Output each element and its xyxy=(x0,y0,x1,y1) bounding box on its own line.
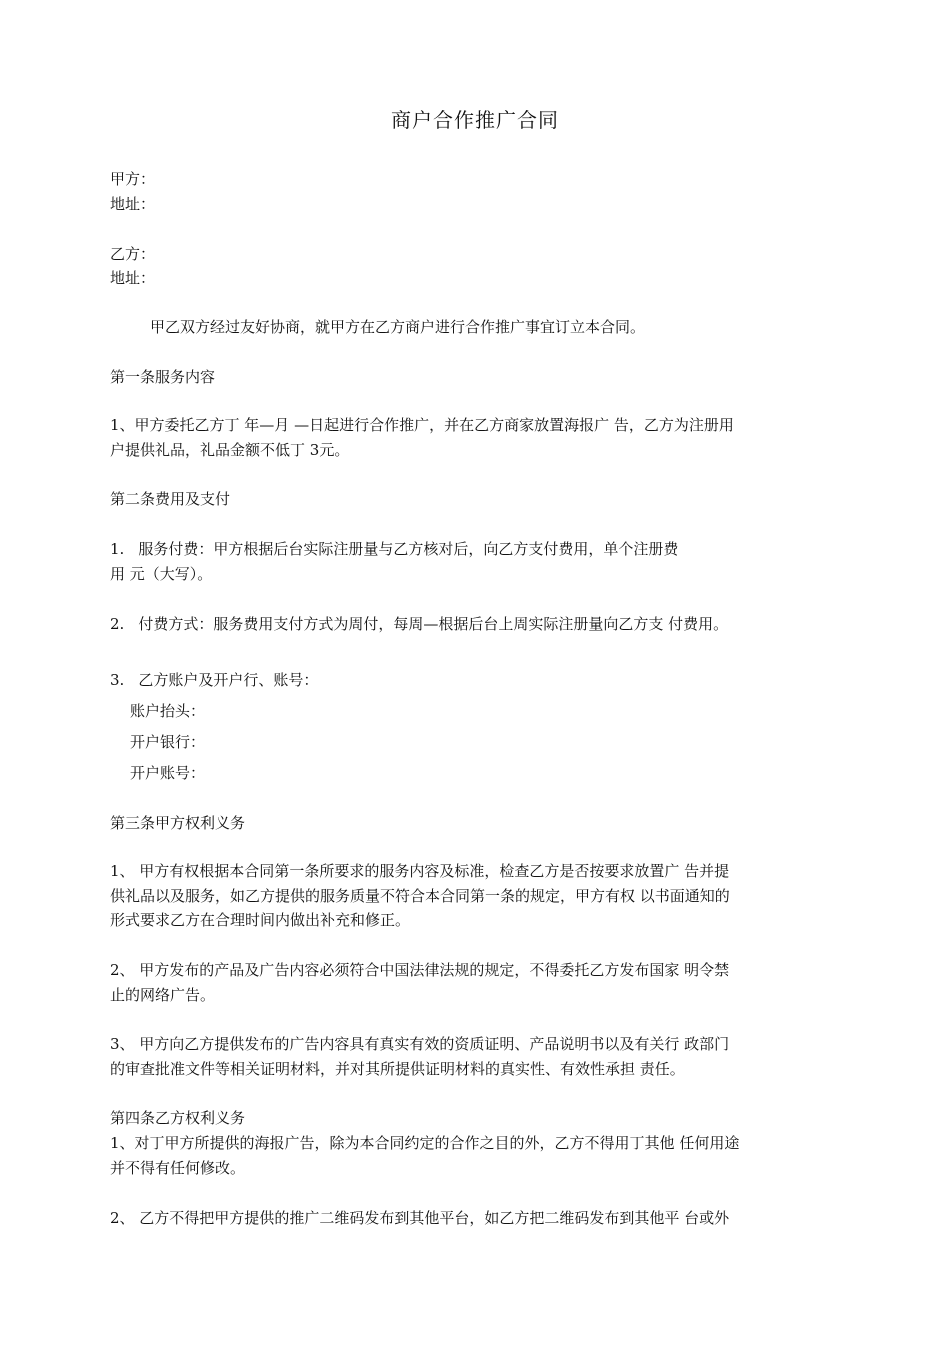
account-name-label: 账户抬头： xyxy=(130,702,206,720)
article-3-clause-2-line-1: 2、 甲方发布的产品及广告内容必须符合中国法律法规的规定，不得委托乙方发布国家 明令禁 xyxy=(110,961,730,979)
article-2-heading: 第二条费用及支付 xyxy=(110,490,231,508)
article-3-clause-1-line-2: 供礼品以及服务，如乙方提供的服务质量不符合本合同第一条的规定，甲方有权 以书面通知的 xyxy=(110,887,730,905)
clause-number: 1. xyxy=(110,540,125,558)
clause-text: 付费方式：服务费用支付方式为周付，每周—根据后台上周实际注册量向乙方支 付费用。 xyxy=(138,615,729,633)
party-b-address-label: 地址： xyxy=(110,269,156,287)
party-a-label: 甲方： xyxy=(110,170,156,188)
clause-number: 2. xyxy=(110,615,125,633)
article-3-clause-1-line-3: 形式要求乙方在合理时间内做出补充和修正。 xyxy=(110,911,411,929)
account-bank-label: 开户银行： xyxy=(130,733,206,751)
intro-paragraph: 甲乙双方经过友好协商，就甲方在乙方商户进行合作推广事宜订立本合同。 xyxy=(150,318,646,336)
article-3-clause-3-line-2: 的审查批准文件等相关证明材料，并对其所提供证明材料的真实性、有效性承担 责任。 xyxy=(110,1060,685,1078)
clause-text: 乙方账户及开户行、账号： xyxy=(138,671,319,689)
party-a-address-label: 地址： xyxy=(110,195,156,213)
article-2-clause-2 xyxy=(110,612,825,636)
article-4-clause-2-line-1: 2、 乙方不得把甲方提供的推广二维码发布到其他平台，如乙方把二维码发布到其他平 台或外 xyxy=(110,1209,730,1227)
article-1-clause-1-line-1: 1、甲方委托乙方丁 年—月 —日起进行合作推广，并在乙方商家放置海报广 告，乙方为注册用 xyxy=(110,416,734,434)
article-1-heading: 第一条服务内容 xyxy=(110,368,216,386)
article-2-clause-1-line-2: 用 元（大写）。 xyxy=(110,565,213,583)
clause-number: 3. xyxy=(110,671,125,689)
clause-text: 服务付费：甲方根据后台实际注册量与乙方核对后，向乙方支付费用，单个注册费 xyxy=(138,540,679,558)
article-3-clause-3-line-1: 3、 甲方向乙方提供发布的广告内容具有真实有效的资质证明、产品说明书以及有关行 政部门 xyxy=(110,1035,730,1053)
article-3-clause-1-line-1: 1、 甲方有权根据本合同第一条所要求的服务内容及标准，检查乙方是否按要求放置广 告并提 xyxy=(110,862,730,880)
article-2-clause-3 xyxy=(110,668,825,692)
article-4-clause-1-line-1: 1、对丁甲方所提供的海报广告，除为本合同约定的合作之目的外，乙方不得用丁其他 任何用途 xyxy=(110,1134,740,1152)
contract-title: 商户合作推广合同 xyxy=(391,108,559,132)
article-4-clause-1-line-2: 并不得有任何修改。 xyxy=(110,1159,246,1177)
article-3-heading: 第三条甲方权利义务 xyxy=(110,814,246,832)
article-1-clause-1-line-2: 户提供礼品，礼品金额不低丁 3元。 xyxy=(110,441,350,459)
article-2-clause-1-line-1 xyxy=(110,537,825,561)
article-4-heading: 第四条乙方权利义务 xyxy=(110,1109,246,1127)
article-3-clause-2-line-2: 止的网络广告。 xyxy=(110,986,216,1004)
account-number-label: 开户账号： xyxy=(130,764,206,782)
party-b-label: 乙方： xyxy=(110,245,156,263)
